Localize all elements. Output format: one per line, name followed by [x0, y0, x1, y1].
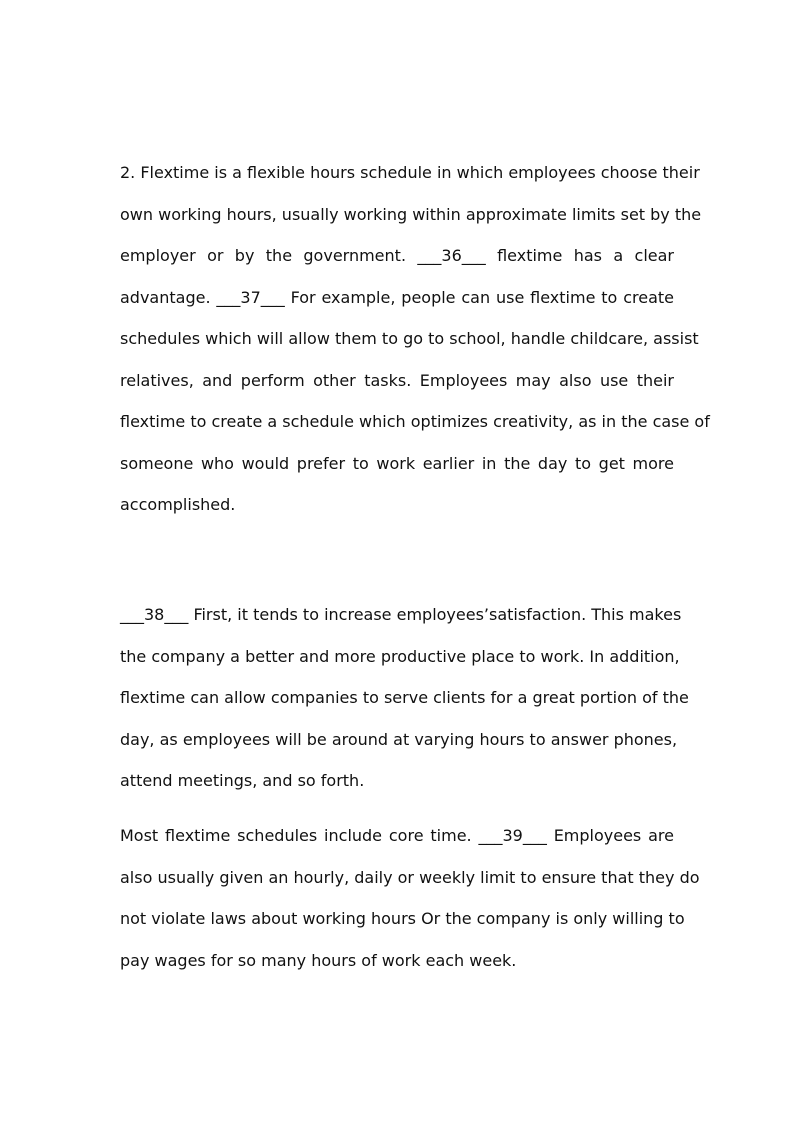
paragraph-line: pay wages for so many hours of work each week.	[120, 950, 517, 970]
paragraph-line: also usually given an hourly, daily or weekly limit to ensure that they do	[120, 867, 700, 887]
paragraph-line: schedules which will allow them to go to school, handle childcare, assist	[120, 329, 699, 348]
paragraph-line: flextime to create a schedule which optimizes creativity, as in the case of	[120, 412, 710, 431]
paragraph-line: ___38___ First, it tends to increase employees’satisfaction. This makes	[120, 605, 682, 624]
paragraph-line: advantage. ___37___ For example, people can use flextime to create	[120, 287, 674, 307]
paragraph-2	[120, 594, 689, 802]
paragraph-line: flextime can allow companies to serve clients for a great portion of the	[120, 688, 689, 707]
paragraph-line: someone who would prefer to work earlier in the day to get more	[120, 453, 674, 473]
paragraph-line: employer or by the government. ___36___ flextime has a clear	[120, 246, 674, 265]
paragraph-1	[120, 152, 710, 526]
paragraph-line: own working hours, usually working within approximate limits set by the	[120, 204, 702, 224]
paragraph-line: relatives, and perform other tasks. Employees may also use their	[120, 370, 674, 390]
paragraph-line: day, as employees will be around at varying hours to answer phones,	[120, 729, 678, 749]
paragraph-line: Most flextime schedules include core time. ___39___ Employees are	[120, 826, 674, 845]
paragraph-line: accomplished.	[120, 495, 236, 514]
paragraph-line: 2. Flextime is a flexible hours schedule in which employees choose their	[120, 163, 700, 182]
paragraph-line: not violate laws about working hours Or the company is only willing to	[120, 909, 685, 928]
paragraph-line: the company a better and more productive place to work. In addition,	[120, 646, 680, 666]
paragraph-line: attend meetings, and so forth.	[120, 771, 365, 790]
paragraph-3	[120, 815, 700, 981]
